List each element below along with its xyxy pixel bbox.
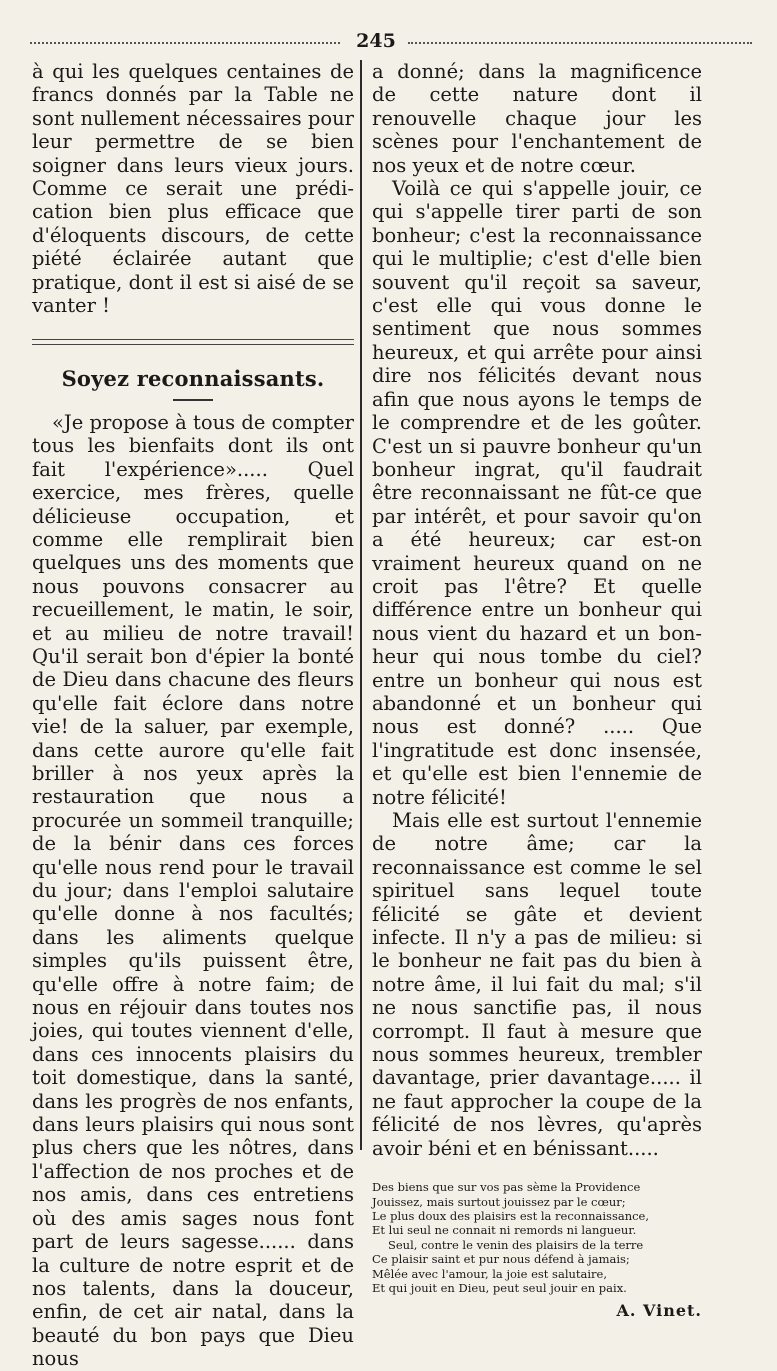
poem-line: Des biens que sur vos pas sème la Providence [372, 1180, 641, 1195]
right-column [372, 60, 702, 1323]
poem-line: Et lui seul ne connait ni remords ni langueur. [372, 1223, 637, 1238]
poem-line: Et qui jouit en Dieu, peut seul jouir en paix. [372, 1280, 627, 1295]
poem-line: Le plus doux des plaisirs est la reconnaissance, [372, 1208, 650, 1223]
poem-line: Jouissez, mais surtout jouissez par le cœur; [372, 1194, 626, 1209]
poem-line: Mêlée avec l'amour, la joie est salutaire, [372, 1266, 608, 1281]
left-column [32, 60, 354, 1371]
left-paragraph-2: «Je propose à tous de compter tous les bienfaits dont ils ont fait l'expérience»..... Quel exercice, mes frères, quelle délicieuse occupation, et comme elle remplirait bien quelques uns des moments que nous pouvons consacrer au recueillement, le matin, le soir, et au milieu de notre travail! Qu'il serait bon d'épier la bonté de Dieu dans chacune des fleurs qu'elle fait éclore dans notre vie! de la saluer, par exemple, dans cette aurore qu'elle fait briller à nos yeux après la restauration que nous a procurée un sommeil tranquille; de la bénir dans ces forces qu'elle nous rend pour le travail du jour; dans l'emploi salutaire qu'elle donne à nos facultés; dans les aliments quelque simples qu'ils puissent être, qu'elle offre à notre faim; de nous en réjouir dans toutes nos joies, qui toutes viennent d'elle, dans ces innocents plaisirs du toit domestique, dans la santé, dans les progrès de nos enfants, dans leurs plaisirs qui nous sont plus chers que les nôtres, dans l'affection de nos proches et de nos amis, dans ces entretiens où des amis sages nous font part de leurs sagesse...... dans la culture de notre esprit et de nos talents, dans la douceur, enfin, de cet air natal, dans la beauté du bon pays que Dieu nous [32, 410, 354, 1371]
page-number: 245 [356, 30, 396, 52]
column-divider [360, 60, 362, 1150]
right-paragraph-3: Mais elle est surtout l'ennemie de notre âme; car la reconnaissance est comme le sel spirituel sans lequel toute félicité se gâte et devient infecte. Il n'y a pas de milieu: si le bonheur ne fait pas du bien à notre âme, il lui fait du mal; s'il ne nous sanctifie pas, il nous corrompt. Il faut à mesure que nous sommes heureux, trembler davantage, prier davantage..... il ne faut approcher la coupe de la félicité de nos lèvres, qu'après avoir béni et en bénissant..... [372, 809, 702, 1160]
page-header [30, 30, 752, 52]
title-underline [173, 399, 213, 401]
section-title: Soyez reconnaissants. [61, 366, 325, 392]
header-rule-right [408, 42, 752, 44]
section-divider [32, 339, 354, 345]
left-paragraph-1: à qui les quelques centaines de francs donnés par la Table ne sont nullement nécessaires pour leur permettre de se bien soigner dans leurs vieux jours. Comme ce serait une prédication bien plus efficace que d'éloquents discours, de cette piété éclairée autant que pratique, dont il est si aisé de se vanter ! [32, 60, 354, 318]
right-paragraph-2: Voilà ce qui s'appelle jouir, ce qui s'appelle tirer parti de son bonheur; c'est la reconnaissance qui le multiplie; c'est d'elle bien souvent qu'il reçoit sa saveur, c'est elle qui vous donne le sentiment que nous sommes heureux, et qui arrête pour ainsi dire nos félicités devant nous afin que nous ayons le temps de le comprendre et de les goûter. C'est un si pauvre bonheur qu'un bonheur ingrat, qu'il faudrait être reconnaissant ne fût-ce que par intérêt, et pour savoir qu'on a été heureux; car est-on vraiment heureux quand on ne croit pas l'être? Et quelle différence entre un bonheur qui nous vient du hazard et un bonheur qui nous tombe du ciel? entre un bonheur qui nous est abandonné et un bonheur qui nous est donné? ..... Que l'ingratitude est donc insensée, et qu'elle est bien l'ennemie de notre félicité! [372, 177, 702, 809]
poem-line: Ce plaisir saint et pur nous défend à jamais; [372, 1252, 630, 1267]
right-paragraph-1: a donné; dans la magnificence de cette nature dont il renouvelle chaque jour les scènes pour l'enchantement de nos yeux et de notre cœur. [372, 60, 702, 177]
header-rule-left [30, 42, 340, 44]
poem [372, 1180, 702, 1295]
author-signature: A. Vinet. [616, 1301, 702, 1321]
poem-line: Seul, contre le venin des plaisirs de la terre [388, 1237, 644, 1252]
